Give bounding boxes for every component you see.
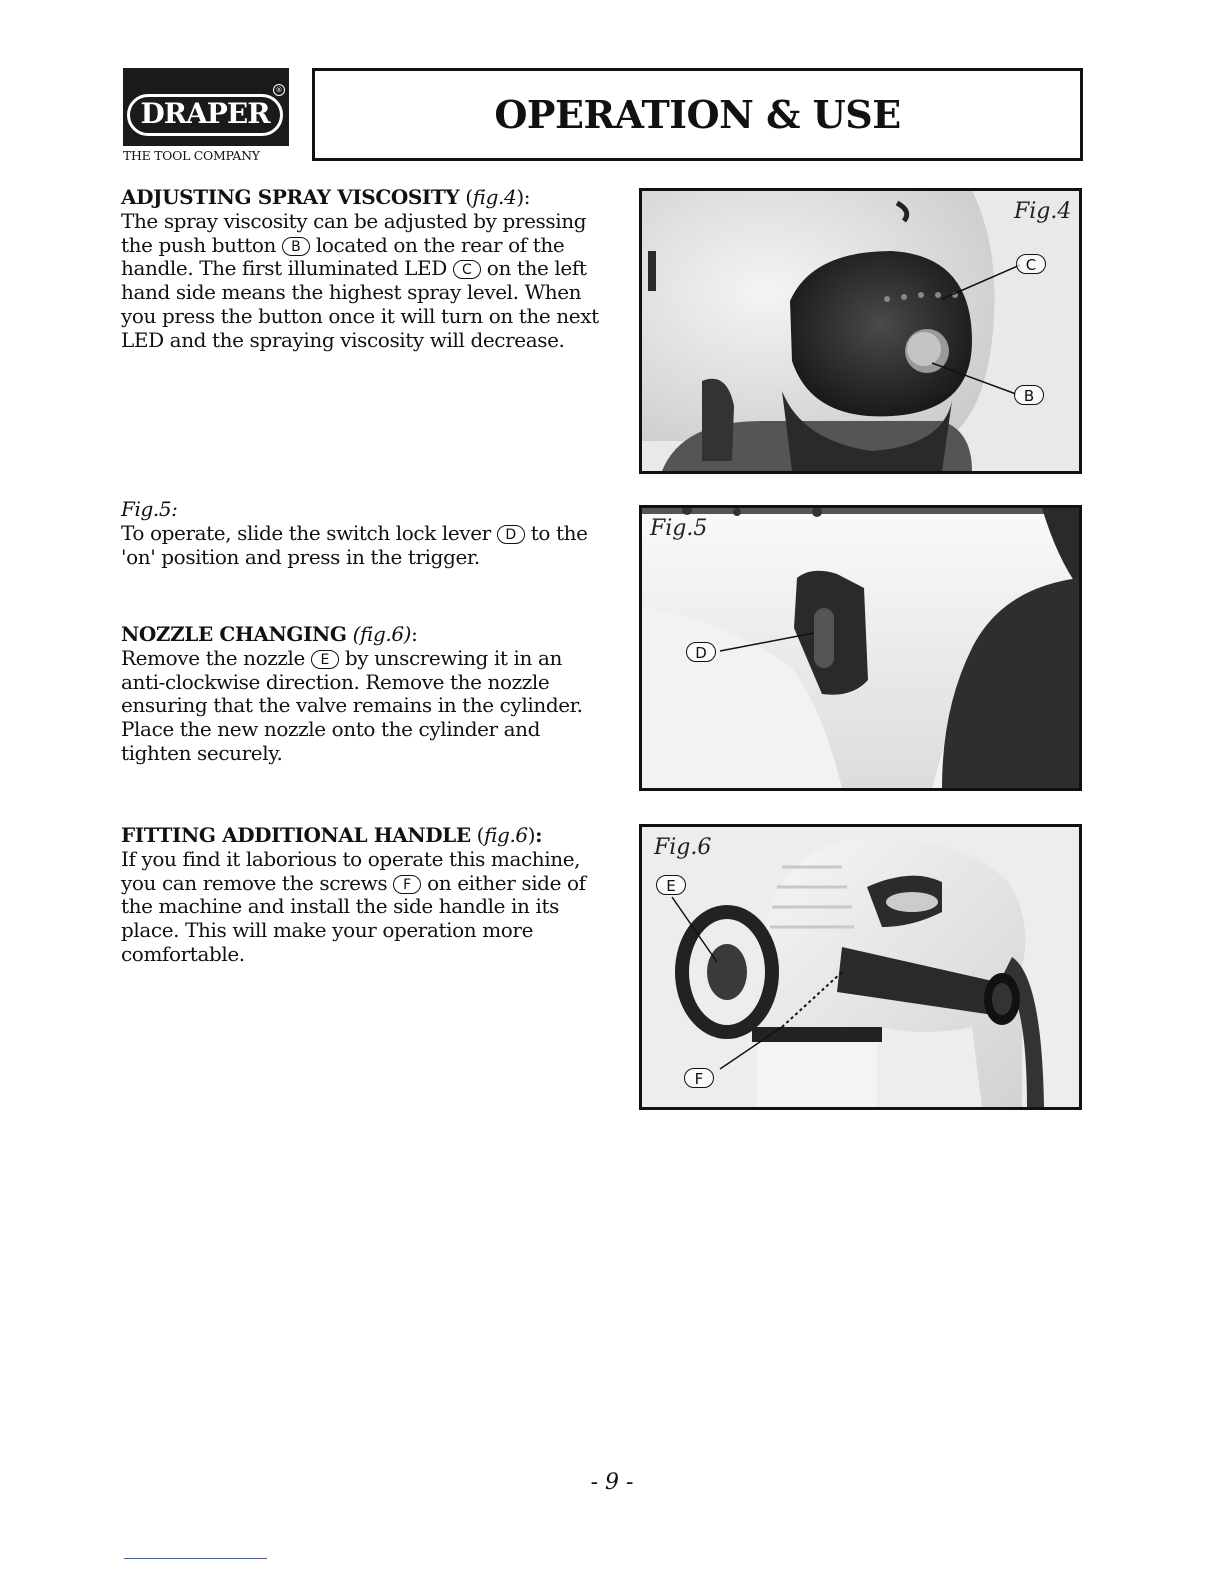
figure-4-photo	[639, 188, 1082, 474]
figure-5-photo	[639, 505, 1082, 791]
callout-e: E	[656, 875, 686, 895]
registered-mark: ®	[273, 84, 285, 96]
section-additional-handle: FITTING ADDITIONAL HANDLE (fig.6): If you find it laborious to operate this machine, you can remove the screws F on either side of the machine and install the side handle in its place. This will make your operation more comfortable.	[121, 823, 586, 966]
callout-ref-e: E	[311, 650, 339, 669]
section-heading: Fig.5:	[121, 497, 178, 521]
section-heading: NOZZLE CHANGING	[121, 622, 347, 646]
figure-label: Fig.4	[1014, 199, 1072, 224]
callout-ref-f: F	[393, 875, 421, 894]
body-text: on the left hand side means the highest spray level. When you press the button once it will turn on the next LED and the spraying viscosity will decrease.	[121, 256, 599, 352]
page-header	[312, 68, 1083, 161]
section-heading: ADJUSTING SPRAY VISCOSITY	[121, 185, 460, 209]
spray-gun-rear-illustration	[642, 191, 1079, 471]
body-text: If you find it laborious to operate this machine, you can remove the screws	[121, 846, 581, 895]
logo-brand-text: DRAPER	[140, 97, 270, 130]
callout-ref-d: D	[497, 525, 525, 544]
callout-f: F	[684, 1068, 714, 1088]
body-text: The spray viscosity can be adjusted by pressing the push button	[121, 208, 587, 257]
body-text: To operate, slide the switch lock lever	[121, 520, 491, 545]
figure-reference: fig.6	[359, 622, 404, 646]
section-switch-lock	[121, 498, 611, 569]
page-title: OPERATION & USE	[494, 92, 901, 137]
callout-ref-c: C	[453, 260, 481, 279]
figure-reference: fig.6	[484, 823, 528, 847]
body-text: on either side of the machine and install the side handle in its place. This will make your operation more comfortable.	[121, 870, 586, 966]
body-text: to the 'on' position and press in the trigger.	[121, 520, 588, 569]
footer-rule	[124, 1558, 267, 1559]
section-heading: FITTING ADDITIONAL HANDLE	[121, 823, 471, 847]
body-text: Remove the nozzle	[121, 645, 305, 670]
callout-d: D	[686, 642, 716, 662]
callout-c: C	[1016, 254, 1046, 274]
logo-tagline: THE TOOL COMPANY	[123, 148, 260, 163]
callout-ref-b: B	[282, 237, 310, 256]
spray-gun-side-illustration	[642, 827, 1079, 1107]
body-text: by unscrewing it in an anti-clockwise direction. Remove the nozzle ensuring that the valve remains in the cylinder. Place the new nozzle onto the cylinder and tighten securely.	[121, 645, 583, 765]
callout-b: B	[1014, 385, 1044, 405]
section-spray-viscosity: ADJUSTING SPRAY VISCOSITY (fig.4): The spray viscosity can be adjusted by pressing the push button B located on the rear of the handle. The first illuminated LED C on the left hand side means the highest spray level. When you press the button once it will turn on the next LED and the spraying viscosity will decrease.	[121, 185, 599, 352]
draper-logo	[123, 68, 289, 164]
figure-label: Fig.6	[654, 835, 712, 860]
page-number: - 9 -	[590, 1470, 634, 1495]
logo-badge	[123, 68, 289, 146]
section-nozzle-changing: NOZZLE CHANGING (fig.6): Remove the nozzle E by unscrewing it in an anti-clockwise direction. Remove the nozzle ensuring that the valve remains in the cylinder. Place the new nozzle onto the cylinder and tighten securely.	[121, 622, 583, 765]
figure-reference: fig.4	[472, 185, 517, 209]
body-text: located on the rear of the handle. The first illuminated LED	[121, 232, 565, 281]
figure-label: Fig.5	[650, 516, 708, 541]
figure-6-photo	[639, 824, 1082, 1110]
